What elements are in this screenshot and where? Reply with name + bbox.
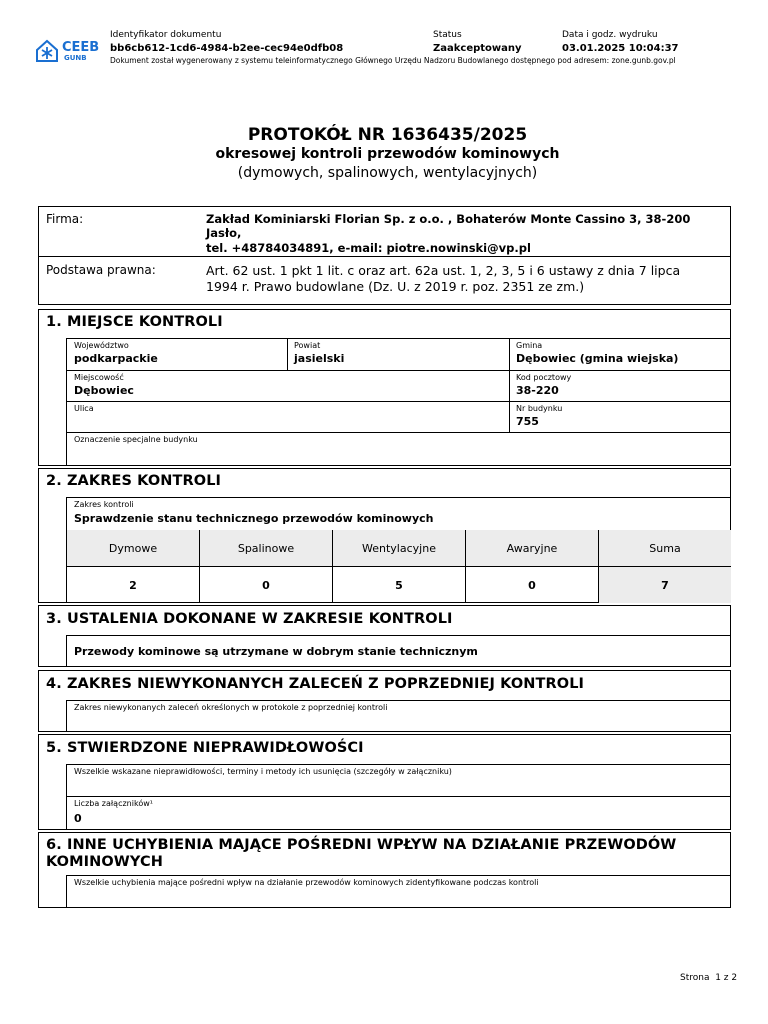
commune-label: Gmina (516, 341, 543, 350)
value-cell-smoke: 2 (67, 567, 200, 603)
logo-subtext: GUNB (64, 54, 87, 62)
page-subtitle: okresowej kontroli przewodów kominowych (215, 146, 560, 162)
street-label: Ulica (74, 404, 94, 413)
building-number-value: 755 (516, 415, 539, 428)
value-cell-emergency: 0 (466, 567, 599, 603)
company-contact: tel. +48784034891, e-mail: piotre.nowinski@vp.pl (206, 241, 531, 255)
section-6-title: 6. INNE UCHYBIENIA MAJĄCE POŚREDNI WPŁYW NA DZIAŁANIE PRZEWODÓW (46, 837, 677, 853)
legal-basis-line-1: Art. 62 ust. 1 pkt 1 lit. c oraz art. 62a ust. 1, 2, 3, 5 i 6 ustawy z dnia 7 lipca (206, 263, 681, 278)
irregularities-label: Wszelkie wskazane nieprawidłowości, terminy i metody ich usunięcia (szczegóły w załączniku) (74, 767, 452, 776)
doc-id-label: Identyfikator dokumentu (110, 30, 222, 40)
logo-text: CEEB (62, 40, 100, 55)
generation-note: Dokument został wygenerowany z systemu teleinformatycznego Głównego Urzędu Nadzoru Budowlanego dostępnego pod adresem: zone.gunb.gov.pl (110, 56, 676, 65)
page-number: Strona 1 z 2 (680, 973, 738, 983)
divider (66, 401, 731, 402)
header-cell-emergency: Awaryjne (466, 530, 599, 567)
page-subtitle-2: (dymowych, spalinowych, wentylacyjnych) (237, 165, 538, 181)
commune-value: Dębowiec (gmina wiejska) (516, 352, 679, 365)
section-5-title: 5. STWIERDZONE NIEPRAWIDŁOWOŚCI (46, 740, 364, 756)
header-cell-total: Suma (599, 530, 731, 567)
scope-label: Zakres kontroli (74, 500, 134, 509)
header-cell-exhaust: Spalinowe (200, 530, 333, 567)
status-label: Status (433, 30, 462, 40)
divider (66, 432, 731, 433)
status-value: Zaakceptowany (433, 43, 522, 54)
chimney-count-table (66, 530, 731, 603)
divider (66, 796, 731, 797)
postal-code-value: 38-220 (516, 384, 559, 397)
print-date-label: Data i godz. wydruku (562, 30, 658, 40)
section-2-title: 2. ZAKRES KONTROLI (46, 473, 222, 489)
doc-id: bb6cb612-1cd6-4984-b2ee-cec94e0dfb08 (110, 43, 344, 54)
page-title: PROTOKÓŁ NR 1636435/2025 (247, 125, 528, 145)
scope-value: Sprawdzenie stanu technicznego przewodów kominowych (74, 512, 434, 525)
divider (509, 338, 510, 432)
value-cell-exhaust: 0 (200, 567, 333, 603)
attachments-value: 0 (74, 812, 82, 825)
postal-code-label: Kod pocztowy (516, 373, 572, 382)
legal-basis-label: Podstawa prawna: (46, 263, 156, 277)
attachments-label: Liczba załączników¹ (74, 799, 153, 808)
unfulfilled-label: Zakres niewykonanych zaleceń określonych w protokole z poprzedniej kontroli (74, 703, 388, 712)
company-label: Firma: (46, 212, 84, 226)
print-date: 03.01.2025 10:04:37 (562, 43, 679, 54)
town-label: Miejscowość (74, 373, 124, 382)
ceeb-logo (34, 38, 104, 64)
building-number-label: Nr budynku (516, 404, 563, 413)
section-6-title-cont: KOMINOWYCH (46, 854, 163, 870)
special-designation-label: Oznaczenie specjalne budynku (74, 435, 198, 444)
voivodeship-label: Województwo (74, 341, 129, 350)
other-faults-label: Wszelkie uchybienia mające pośredni wpływ na działanie przewodów kominowych zidentyfikowane podczas kontroli (74, 878, 539, 887)
county-value: jasielski (294, 352, 345, 365)
findings-value: Przewody kominowe są utrzymane w dobrym stanie technicznym (74, 645, 478, 658)
company-line-2: Jasło, (206, 226, 242, 240)
section-1-title: 1. MIEJSCE KONTROLI (46, 314, 223, 330)
section-3-title: 3. USTALENIA DOKONANE W ZAKRESIE KONTROLI (46, 611, 453, 627)
legal-basis-line-2: 1994 r. Prawo budowlane (Dz. U. z 2019 r. poz. 2351 ze zm.) (206, 279, 585, 294)
ceeb-snowflake-house-icon (34, 38, 60, 64)
company-line-1: Zakład Kominiarski Florian Sp. z o.o. , Bohaterów Monte Cassino 3, 38-200 (206, 212, 691, 226)
voivodeship-value: podkarpackie (74, 352, 158, 365)
section-4-title: 4. ZAKRES NIEWYKONANYCH ZALECEŃ Z POPRZEDNIEJ KONTROLI (46, 676, 585, 692)
divider (287, 338, 288, 370)
value-cell-total: 7 (599, 567, 731, 603)
town-value: Dębowiec (74, 384, 134, 397)
divider (66, 370, 731, 371)
county-label: Powiat (294, 341, 321, 350)
header-cell-smoke: Dymowe (67, 530, 200, 567)
value-cell-ventilation: 5 (333, 567, 466, 603)
header-cell-ventilation: Wentylacyjne (333, 530, 466, 567)
